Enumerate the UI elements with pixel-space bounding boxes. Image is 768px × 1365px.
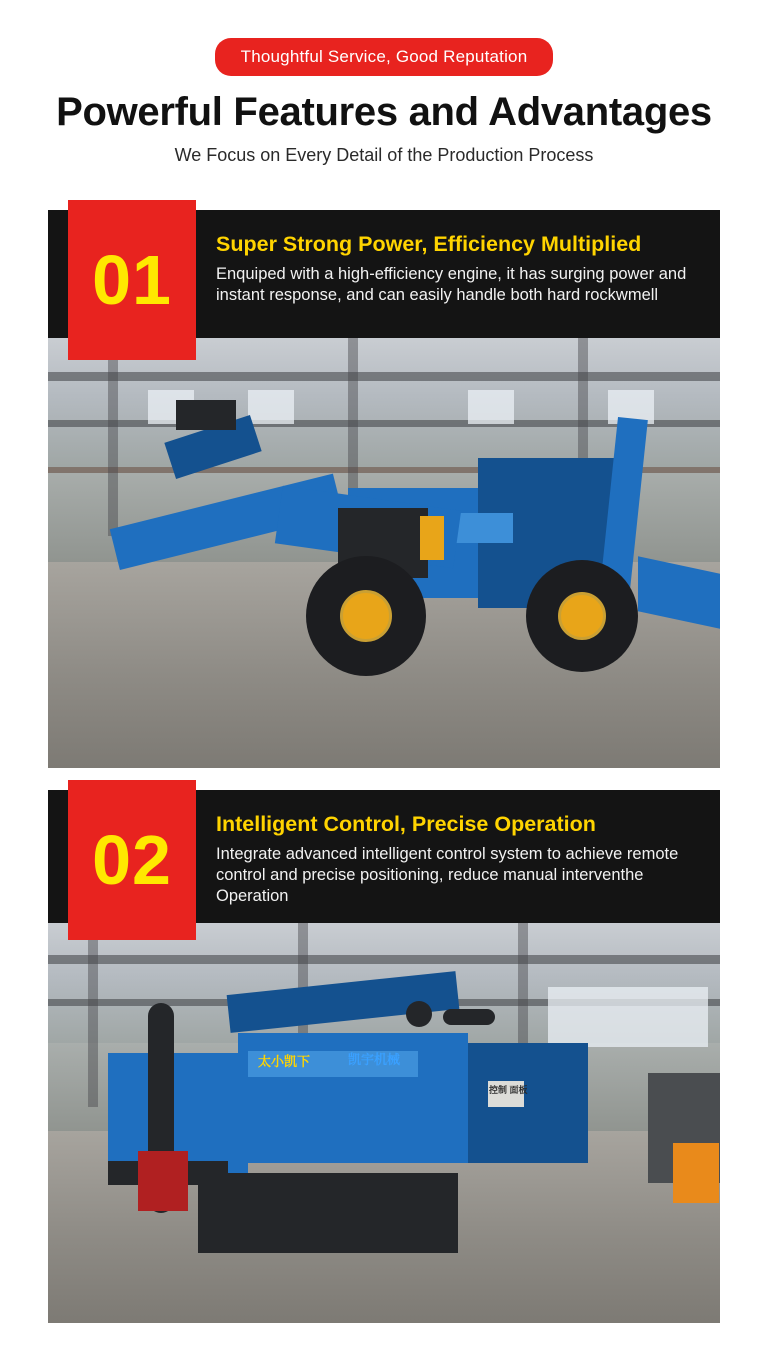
feature-photo-1 — [48, 338, 720, 768]
feature-header-2 — [48, 790, 720, 923]
roof-beam — [48, 372, 720, 381]
tagline-ribbon: Thoughtful Service, Good Reputation — [215, 38, 554, 76]
machine-gauge — [406, 1001, 432, 1027]
feature-number-badge-1: 01 — [68, 200, 196, 360]
feature-photo-2 — [48, 923, 720, 1323]
machine-cabin — [468, 1043, 588, 1163]
support-column — [108, 338, 118, 536]
machine-cn-text-1: 太小凯下 — [258, 1054, 311, 1070]
machine-yellow-part — [420, 516, 444, 560]
feature-description-2: Integrate advanced intelligent control system to achieve remote control and precise positioning, reduce manual interventhe Operation — [216, 844, 679, 906]
page-title: Powerful Features and Advantages — [56, 90, 712, 134]
feature-item-1 — [48, 210, 720, 768]
machine-rear-rim — [558, 592, 606, 640]
feature-title-1: Super Strong Power, Efficiency Multiplied — [216, 232, 642, 256]
feature-list — [0, 210, 768, 1323]
roof-beam — [48, 955, 720, 964]
machine-cylinder — [176, 400, 236, 430]
support-column — [88, 923, 98, 1107]
feature-header-1 — [48, 210, 720, 338]
feature-description-1: Enquiped with a high-efficiency engine, it has surging power and instant response, and can easily handle both hard rockwmell — [216, 264, 687, 304]
window — [548, 987, 708, 1047]
machine-bucket — [198, 1173, 458, 1253]
machine-cn-text-2: 凯宇机械 — [348, 1052, 401, 1068]
window — [248, 390, 294, 424]
window — [468, 390, 514, 424]
page-subtitle: We Focus on Every Detail of the Production Process — [174, 145, 594, 165]
control-panel-text: 控制 面板 — [489, 1085, 528, 1096]
background-machine-part — [673, 1143, 719, 1203]
feature-title-2: Intelligent Control, Precise Operation — [216, 812, 596, 836]
feature-number-badge-2: 02 — [68, 780, 196, 940]
machine-steering-wheel — [443, 1009, 495, 1025]
machine-front-rim — [340, 590, 392, 642]
page-header — [0, 0, 768, 166]
worker-figure — [138, 1151, 188, 1211]
feature-item-2 — [48, 790, 720, 1323]
